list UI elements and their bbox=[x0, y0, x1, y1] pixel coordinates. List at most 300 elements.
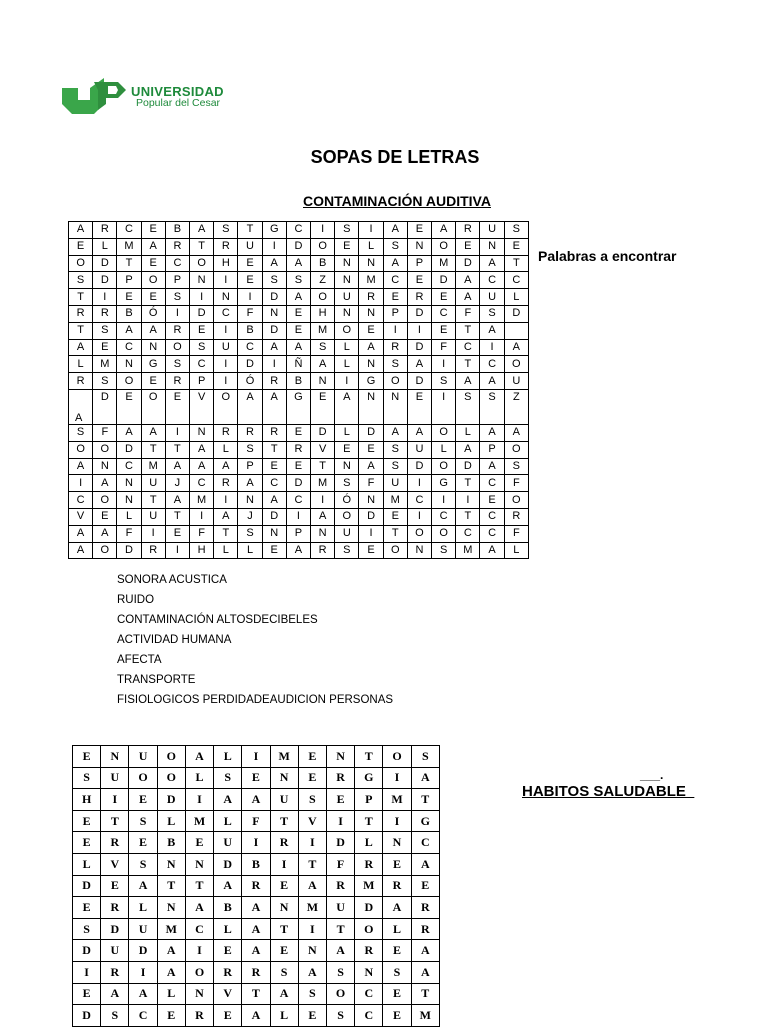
grid-cell[interactable]: M bbox=[432, 255, 456, 272]
grid-cell[interactable]: U bbox=[129, 918, 157, 940]
grid-cell[interactable]: A bbox=[69, 525, 93, 542]
grid-cell[interactable]: T bbox=[411, 789, 439, 811]
grid-cell[interactable]: C bbox=[480, 356, 504, 373]
grid-cell[interactable]: V bbox=[101, 853, 129, 875]
grid-cell[interactable]: O bbox=[504, 441, 528, 458]
grid-cell[interactable]: U bbox=[101, 940, 129, 962]
grid-cell[interactable]: N bbox=[157, 897, 185, 919]
grid-cell[interactable]: B bbox=[157, 832, 185, 854]
grid-cell[interactable]: O bbox=[141, 389, 165, 424]
grid-cell[interactable]: A bbox=[242, 1005, 270, 1027]
grid-cell[interactable]: S bbox=[383, 961, 411, 983]
grid-cell[interactable]: L bbox=[214, 542, 238, 559]
grid-cell[interactable]: O bbox=[93, 542, 117, 559]
grid-cell[interactable]: E bbox=[504, 238, 528, 255]
grid-cell[interactable]: M bbox=[157, 918, 185, 940]
grid-cell[interactable]: E bbox=[407, 389, 431, 424]
grid-cell[interactable]: D bbox=[286, 475, 310, 492]
grid-cell[interactable]: N bbox=[359, 356, 383, 373]
grid-cell[interactable]: O bbox=[504, 492, 528, 509]
grid-cell[interactable]: R bbox=[359, 289, 383, 306]
grid-cell[interactable]: I bbox=[359, 525, 383, 542]
grid-cell[interactable]: E bbox=[335, 441, 359, 458]
grid-cell[interactable]: R bbox=[355, 853, 383, 875]
grid-cell[interactable]: R bbox=[262, 373, 286, 390]
grid-cell[interactable]: N bbox=[407, 542, 431, 559]
grid-cell[interactable]: G bbox=[262, 222, 286, 239]
grid-cell[interactable]: F bbox=[238, 305, 262, 322]
grid-cell[interactable]: C bbox=[214, 305, 238, 322]
grid-cell[interactable]: D bbox=[359, 424, 383, 441]
grid-cell[interactable]: T bbox=[165, 441, 189, 458]
grid-cell[interactable]: R bbox=[383, 875, 411, 897]
grid-cell[interactable]: I bbox=[311, 222, 335, 239]
grid-cell[interactable]: D bbox=[456, 458, 480, 475]
grid-cell[interactable]: A bbox=[185, 897, 213, 919]
grid-cell[interactable]: P bbox=[286, 525, 310, 542]
grid-cell[interactable]: E bbox=[311, 389, 335, 424]
grid-cell[interactable]: O bbox=[326, 983, 354, 1005]
grid-cell[interactable]: N bbox=[270, 767, 298, 789]
grid-cell[interactable]: E bbox=[165, 525, 189, 542]
grid-cell[interactable]: T bbox=[238, 222, 262, 239]
grid-cell[interactable]: A bbox=[456, 373, 480, 390]
grid-cell[interactable]: U bbox=[214, 339, 238, 356]
grid-cell[interactable]: I bbox=[262, 238, 286, 255]
grid-cell[interactable]: N bbox=[383, 389, 407, 424]
grid-cell[interactable]: T bbox=[141, 492, 165, 509]
grid-cell[interactable]: T bbox=[298, 853, 326, 875]
grid-cell[interactable]: F bbox=[190, 525, 214, 542]
grid-cell[interactable]: E bbox=[69, 238, 93, 255]
grid-cell[interactable]: E bbox=[335, 238, 359, 255]
grid-cell[interactable]: E bbox=[298, 1005, 326, 1027]
grid-cell[interactable]: O bbox=[185, 961, 213, 983]
grid-cell[interactable]: E bbox=[480, 492, 504, 509]
grid-cell[interactable]: U bbox=[504, 373, 528, 390]
grid-cell[interactable]: A bbox=[480, 542, 504, 559]
grid-cell[interactable]: J bbox=[165, 475, 189, 492]
grid-cell[interactable]: M bbox=[190, 492, 214, 509]
grid-cell[interactable]: T bbox=[157, 875, 185, 897]
grid-cell[interactable]: A bbox=[407, 424, 431, 441]
grid-cell[interactable]: I bbox=[407, 475, 431, 492]
grid-cell[interactable]: A bbox=[298, 875, 326, 897]
grid-cell[interactable]: B bbox=[242, 853, 270, 875]
grid-cell[interactable]: I bbox=[407, 508, 431, 525]
grid-cell[interactable]: N bbox=[298, 940, 326, 962]
grid-cell[interactable]: A bbox=[311, 356, 335, 373]
grid-cell[interactable]: M bbox=[311, 322, 335, 339]
grid-cell[interactable]: M bbox=[383, 492, 407, 509]
grid-cell[interactable]: C bbox=[480, 508, 504, 525]
grid-cell[interactable]: I bbox=[298, 918, 326, 940]
grid-cell[interactable]: S bbox=[238, 525, 262, 542]
grid-cell[interactable]: M bbox=[411, 1005, 439, 1027]
grid-cell[interactable]: N bbox=[262, 305, 286, 322]
grid-cell[interactable]: C bbox=[407, 492, 431, 509]
grid-cell[interactable]: L bbox=[383, 918, 411, 940]
grid-cell[interactable]: I bbox=[311, 492, 335, 509]
grid-cell[interactable]: E bbox=[359, 441, 383, 458]
grid-cell[interactable]: M bbox=[117, 238, 141, 255]
grid-cell[interactable]: B bbox=[238, 322, 262, 339]
grid-cell[interactable]: S bbox=[93, 373, 117, 390]
grid-cell[interactable]: B bbox=[311, 255, 335, 272]
grid-cell[interactable]: E bbox=[383, 1005, 411, 1027]
grid-cell[interactable]: T bbox=[326, 918, 354, 940]
grid-cell[interactable]: U bbox=[270, 789, 298, 811]
grid-cell[interactable]: D bbox=[129, 940, 157, 962]
grid-cell[interactable]: T bbox=[101, 810, 129, 832]
grid-cell[interactable]: D bbox=[407, 305, 431, 322]
grid-cell[interactable]: L bbox=[504, 289, 528, 306]
grid-cell[interactable]: R bbox=[214, 238, 238, 255]
grid-cell[interactable]: A bbox=[69, 389, 93, 424]
grid-cell[interactable]: E bbox=[286, 458, 310, 475]
grid-cell[interactable]: N bbox=[117, 492, 141, 509]
grid-cell[interactable]: L bbox=[270, 1005, 298, 1027]
grid-cell[interactable]: A bbox=[165, 458, 189, 475]
grid-cell[interactable]: S bbox=[504, 222, 528, 239]
grid-cell[interactable]: S bbox=[214, 767, 242, 789]
grid-cell[interactable]: E bbox=[117, 389, 141, 424]
grid-cell[interactable]: S bbox=[69, 272, 93, 289]
grid-cell[interactable]: D bbox=[93, 255, 117, 272]
grid-cell[interactable]: A bbox=[242, 897, 270, 919]
grid-cell[interactable]: E bbox=[73, 810, 101, 832]
grid-cell[interactable]: Ñ bbox=[286, 356, 310, 373]
grid-cell[interactable]: C bbox=[480, 525, 504, 542]
grid-cell[interactable]: O bbox=[69, 441, 93, 458]
grid-cell[interactable]: E bbox=[407, 272, 431, 289]
grid-cell[interactable]: A bbox=[286, 289, 310, 306]
grid-cell[interactable]: A bbox=[298, 961, 326, 983]
grid-cell[interactable]: R bbox=[355, 940, 383, 962]
grid-cell[interactable]: D bbox=[407, 373, 431, 390]
grid-cell[interactable]: A bbox=[411, 767, 439, 789]
grid-cell[interactable]: C bbox=[190, 356, 214, 373]
grid-cell[interactable]: L bbox=[69, 356, 93, 373]
grid-cell[interactable]: I bbox=[432, 389, 456, 424]
grid-cell[interactable]: S bbox=[214, 222, 238, 239]
grid-cell[interactable]: V bbox=[190, 389, 214, 424]
grid-cell[interactable]: S bbox=[326, 961, 354, 983]
grid-cell[interactable]: S bbox=[383, 458, 407, 475]
grid-cell[interactable]: I bbox=[383, 810, 411, 832]
grid-cell[interactable]: D bbox=[190, 305, 214, 322]
grid-cell[interactable]: O bbox=[311, 238, 335, 255]
grid-cell[interactable]: U bbox=[480, 222, 504, 239]
grid-cell[interactable]: I bbox=[73, 961, 101, 983]
grid-cell[interactable]: R bbox=[411, 918, 439, 940]
grid-cell[interactable]: N bbox=[335, 272, 359, 289]
grid-cell[interactable]: T bbox=[355, 810, 383, 832]
grid-cell[interactable]: T bbox=[411, 983, 439, 1005]
grid-cell[interactable]: G bbox=[286, 389, 310, 424]
grid-cell[interactable]: S bbox=[335, 475, 359, 492]
grid-cell[interactable]: T bbox=[456, 322, 480, 339]
grid-cell[interactable]: R bbox=[214, 961, 242, 983]
grid-cell[interactable]: E bbox=[286, 424, 310, 441]
grid-cell[interactable]: O bbox=[93, 441, 117, 458]
grid-cell[interactable]: D bbox=[157, 789, 185, 811]
grid-cell[interactable]: Ó bbox=[238, 373, 262, 390]
grid-cell[interactable]: N bbox=[335, 305, 359, 322]
grid-cell[interactable]: P bbox=[117, 272, 141, 289]
grid-cell[interactable]: I bbox=[286, 508, 310, 525]
grid-cell[interactable]: L bbox=[214, 810, 242, 832]
grid-cell[interactable]: D bbox=[456, 255, 480, 272]
grid-cell[interactable]: S bbox=[129, 810, 157, 832]
grid-cell[interactable]: E bbox=[262, 458, 286, 475]
grid-cell[interactable]: S bbox=[432, 542, 456, 559]
grid-cell[interactable]: R bbox=[504, 508, 528, 525]
grid-cell[interactable]: R bbox=[69, 373, 93, 390]
grid-cell[interactable]: I bbox=[165, 424, 189, 441]
grid-cell[interactable]: H bbox=[73, 789, 101, 811]
grid-cell[interactable]: S bbox=[504, 458, 528, 475]
grid-cell[interactable]: C bbox=[69, 492, 93, 509]
grid-cell[interactable]: I bbox=[93, 289, 117, 306]
grid-cell[interactable]: S bbox=[129, 853, 157, 875]
grid-cell[interactable]: A bbox=[456, 441, 480, 458]
grid-cell[interactable]: L bbox=[73, 853, 101, 875]
grid-cell[interactable]: P bbox=[238, 458, 262, 475]
grid-cell[interactable]: V bbox=[298, 810, 326, 832]
grid-cell[interactable]: A bbox=[214, 789, 242, 811]
grid-cell[interactable]: L bbox=[157, 810, 185, 832]
grid-cell[interactable]: F bbox=[93, 424, 117, 441]
grid-cell[interactable]: O bbox=[383, 373, 407, 390]
grid-cell[interactable]: D bbox=[73, 940, 101, 962]
grid-cell[interactable]: E bbox=[129, 789, 157, 811]
grid-cell[interactable]: C bbox=[129, 1005, 157, 1027]
grid-cell[interactable]: V bbox=[69, 508, 93, 525]
grid-cell[interactable]: I bbox=[262, 356, 286, 373]
grid-cell[interactable]: P bbox=[355, 789, 383, 811]
grid-cell[interactable]: S bbox=[335, 542, 359, 559]
grid-cell[interactable]: O bbox=[117, 373, 141, 390]
grid-cell[interactable]: A bbox=[326, 940, 354, 962]
grid-cell[interactable]: N bbox=[157, 853, 185, 875]
grid-cell[interactable]: T bbox=[69, 289, 93, 306]
grid-cell[interactable]: T bbox=[355, 746, 383, 768]
grid-cell[interactable]: S bbox=[190, 339, 214, 356]
grid-cell[interactable]: D bbox=[238, 356, 262, 373]
grid-cell[interactable]: E bbox=[141, 222, 165, 239]
grid-cell[interactable]: I bbox=[407, 322, 431, 339]
grid-cell[interactable]: C bbox=[117, 458, 141, 475]
grid-cell[interactable]: T bbox=[270, 810, 298, 832]
grid-cell[interactable]: L bbox=[129, 897, 157, 919]
grid-cell[interactable]: J bbox=[238, 508, 262, 525]
grid-cell[interactable]: S bbox=[165, 289, 189, 306]
grid-cell[interactable]: F bbox=[432, 339, 456, 356]
grid-cell[interactable]: M bbox=[383, 789, 411, 811]
grid-cell[interactable]: T bbox=[311, 458, 335, 475]
grid-cell[interactable]: O bbox=[407, 525, 431, 542]
grid-cell[interactable]: T bbox=[69, 322, 93, 339]
grid-cell[interactable]: E bbox=[298, 746, 326, 768]
grid-cell[interactable]: T bbox=[456, 356, 480, 373]
grid-cell[interactable]: C bbox=[456, 525, 480, 542]
grid-cell[interactable]: C bbox=[456, 339, 480, 356]
grid-cell[interactable]: P bbox=[190, 373, 214, 390]
grid-cell[interactable]: D bbox=[93, 272, 117, 289]
grid-cell[interactable]: L bbox=[359, 238, 383, 255]
grid-cell[interactable]: I bbox=[456, 492, 480, 509]
grid-cell[interactable]: A bbox=[262, 492, 286, 509]
grid-cell[interactable]: O bbox=[335, 322, 359, 339]
grid-cell[interactable]: E bbox=[359, 542, 383, 559]
grid-cell[interactable]: A bbox=[270, 983, 298, 1005]
grid-cell[interactable]: C bbox=[480, 475, 504, 492]
grid-cell[interactable]: A bbox=[411, 940, 439, 962]
grid-cell[interactable]: E bbox=[157, 1005, 185, 1027]
grid-cell[interactable]: R bbox=[101, 961, 129, 983]
grid-cell[interactable]: A bbox=[238, 389, 262, 424]
grid-cell[interactable]: A bbox=[69, 542, 93, 559]
grid-cell[interactable]: N bbox=[117, 356, 141, 373]
grid-cell[interactable]: I bbox=[141, 525, 165, 542]
grid-cell[interactable]: I bbox=[480, 339, 504, 356]
grid-cell[interactable]: T bbox=[456, 475, 480, 492]
grid-cell[interactable]: A bbox=[407, 356, 431, 373]
grid-cell[interactable]: S bbox=[286, 272, 310, 289]
grid-cell[interactable]: R bbox=[456, 222, 480, 239]
grid-cell[interactable]: R bbox=[185, 1005, 213, 1027]
grid-cell[interactable]: E bbox=[214, 1005, 242, 1027]
grid-cell[interactable]: E bbox=[326, 789, 354, 811]
grid-cell[interactable]: A bbox=[480, 373, 504, 390]
grid-cell[interactable]: C bbox=[185, 918, 213, 940]
grid-cell[interactable]: N bbox=[238, 492, 262, 509]
grid-cell[interactable]: A bbox=[480, 322, 504, 339]
grid-cell[interactable]: D bbox=[355, 897, 383, 919]
grid-cell[interactable]: E bbox=[432, 322, 456, 339]
grid-cell[interactable]: S bbox=[326, 1005, 354, 1027]
grid-cell[interactable]: C bbox=[504, 272, 528, 289]
grid-cell[interactable]: N bbox=[359, 305, 383, 322]
grid-cell[interactable]: M bbox=[93, 356, 117, 373]
grid-cell[interactable]: A bbox=[117, 322, 141, 339]
grid-cell[interactable]: R bbox=[69, 305, 93, 322]
grid-cell[interactable]: S bbox=[298, 789, 326, 811]
grid-cell[interactable]: U bbox=[480, 289, 504, 306]
grid-cell[interactable]: Z bbox=[504, 389, 528, 424]
grid-cell[interactable]: I bbox=[214, 322, 238, 339]
grid-cell[interactable]: C bbox=[286, 222, 310, 239]
grid-cell[interactable]: F bbox=[504, 525, 528, 542]
grid-cell[interactable]: S bbox=[73, 767, 101, 789]
grid-cell[interactable]: A bbox=[286, 339, 310, 356]
grid-cell[interactable]: E bbox=[238, 272, 262, 289]
grid-cell[interactable]: B bbox=[214, 897, 242, 919]
grid-cell[interactable]: A bbox=[335, 389, 359, 424]
grid-cell[interactable]: L bbox=[117, 508, 141, 525]
grid-cell[interactable]: R bbox=[242, 961, 270, 983]
grid-cell[interactable]: I bbox=[270, 853, 298, 875]
grid-cell[interactable] bbox=[504, 322, 528, 339]
grid-cell[interactable]: B bbox=[165, 222, 189, 239]
grid-cell[interactable]: R bbox=[242, 875, 270, 897]
grid-cell[interactable]: T bbox=[456, 508, 480, 525]
grid-cell[interactable]: C bbox=[286, 492, 310, 509]
grid-cell[interactable]: A bbox=[383, 255, 407, 272]
grid-cell[interactable]: L bbox=[214, 441, 238, 458]
grid-cell[interactable]: T bbox=[185, 875, 213, 897]
grid-cell[interactable]: O bbox=[93, 492, 117, 509]
grid-cell[interactable]: E bbox=[238, 255, 262, 272]
grid-cell[interactable]: N bbox=[383, 832, 411, 854]
grid-cell[interactable]: U bbox=[214, 832, 242, 854]
grid-cell[interactable]: D bbox=[407, 458, 431, 475]
grid-cell[interactable]: A bbox=[190, 458, 214, 475]
grid-cell[interactable]: S bbox=[270, 961, 298, 983]
grid-cell[interactable]: C bbox=[383, 272, 407, 289]
grid-cell[interactable]: I bbox=[214, 492, 238, 509]
grid-cell[interactable]: O bbox=[383, 746, 411, 768]
grid-cell[interactable]: D bbox=[286, 238, 310, 255]
grid-cell[interactable]: L bbox=[157, 983, 185, 1005]
grid-cell[interactable]: C bbox=[480, 272, 504, 289]
grid-cell[interactable]: L bbox=[185, 767, 213, 789]
grid-cell[interactable]: E bbox=[456, 238, 480, 255]
grid-cell[interactable]: R bbox=[326, 767, 354, 789]
grid-cell[interactable]: N bbox=[141, 339, 165, 356]
grid-cell[interactable]: N bbox=[480, 238, 504, 255]
grid-cell[interactable]: N bbox=[359, 389, 383, 424]
grid-cell[interactable]: O bbox=[141, 272, 165, 289]
grid-cell[interactable]: S bbox=[238, 441, 262, 458]
grid-cell[interactable]: H bbox=[214, 255, 238, 272]
grid-cell[interactable]: L bbox=[335, 424, 359, 441]
grid-cell[interactable]: G bbox=[411, 810, 439, 832]
grid-cell[interactable]: I bbox=[326, 810, 354, 832]
grid-cell[interactable]: S bbox=[480, 305, 504, 322]
grid-cell[interactable]: M bbox=[355, 875, 383, 897]
grid-cell[interactable]: M bbox=[359, 272, 383, 289]
grid-cell[interactable]: R bbox=[93, 222, 117, 239]
grid-cell[interactable]: S bbox=[383, 356, 407, 373]
grid-cell[interactable]: A bbox=[359, 339, 383, 356]
grid-cell[interactable]: H bbox=[311, 305, 335, 322]
grid-cell[interactable]: A bbox=[456, 289, 480, 306]
grid-cell[interactable]: D bbox=[407, 339, 431, 356]
grid-cell[interactable]: N bbox=[359, 492, 383, 509]
grid-cell[interactable]: L bbox=[335, 356, 359, 373]
grid-cell[interactable]: O bbox=[129, 767, 157, 789]
grid-cell[interactable]: A bbox=[262, 389, 286, 424]
grid-cell[interactable]: S bbox=[93, 322, 117, 339]
grid-cell[interactable]: L bbox=[335, 339, 359, 356]
grid-cell[interactable]: G bbox=[141, 356, 165, 373]
grid-cell[interactable]: N bbox=[311, 525, 335, 542]
grid-cell[interactable]: O bbox=[432, 458, 456, 475]
grid-cell[interactable]: I bbox=[129, 961, 157, 983]
grid-cell[interactable]: Z bbox=[311, 272, 335, 289]
grid-cell[interactable]: D bbox=[117, 441, 141, 458]
grid-cell[interactable]: E bbox=[185, 832, 213, 854]
grid-cell[interactable]: C bbox=[117, 339, 141, 356]
grid-cell[interactable]: A bbox=[190, 222, 214, 239]
grid-cell[interactable]: O bbox=[335, 508, 359, 525]
grid-cell[interactable]: E bbox=[73, 983, 101, 1005]
grid-cell[interactable]: L bbox=[432, 441, 456, 458]
grid-cell[interactable]: D bbox=[262, 322, 286, 339]
grid-cell[interactable]: A bbox=[411, 853, 439, 875]
